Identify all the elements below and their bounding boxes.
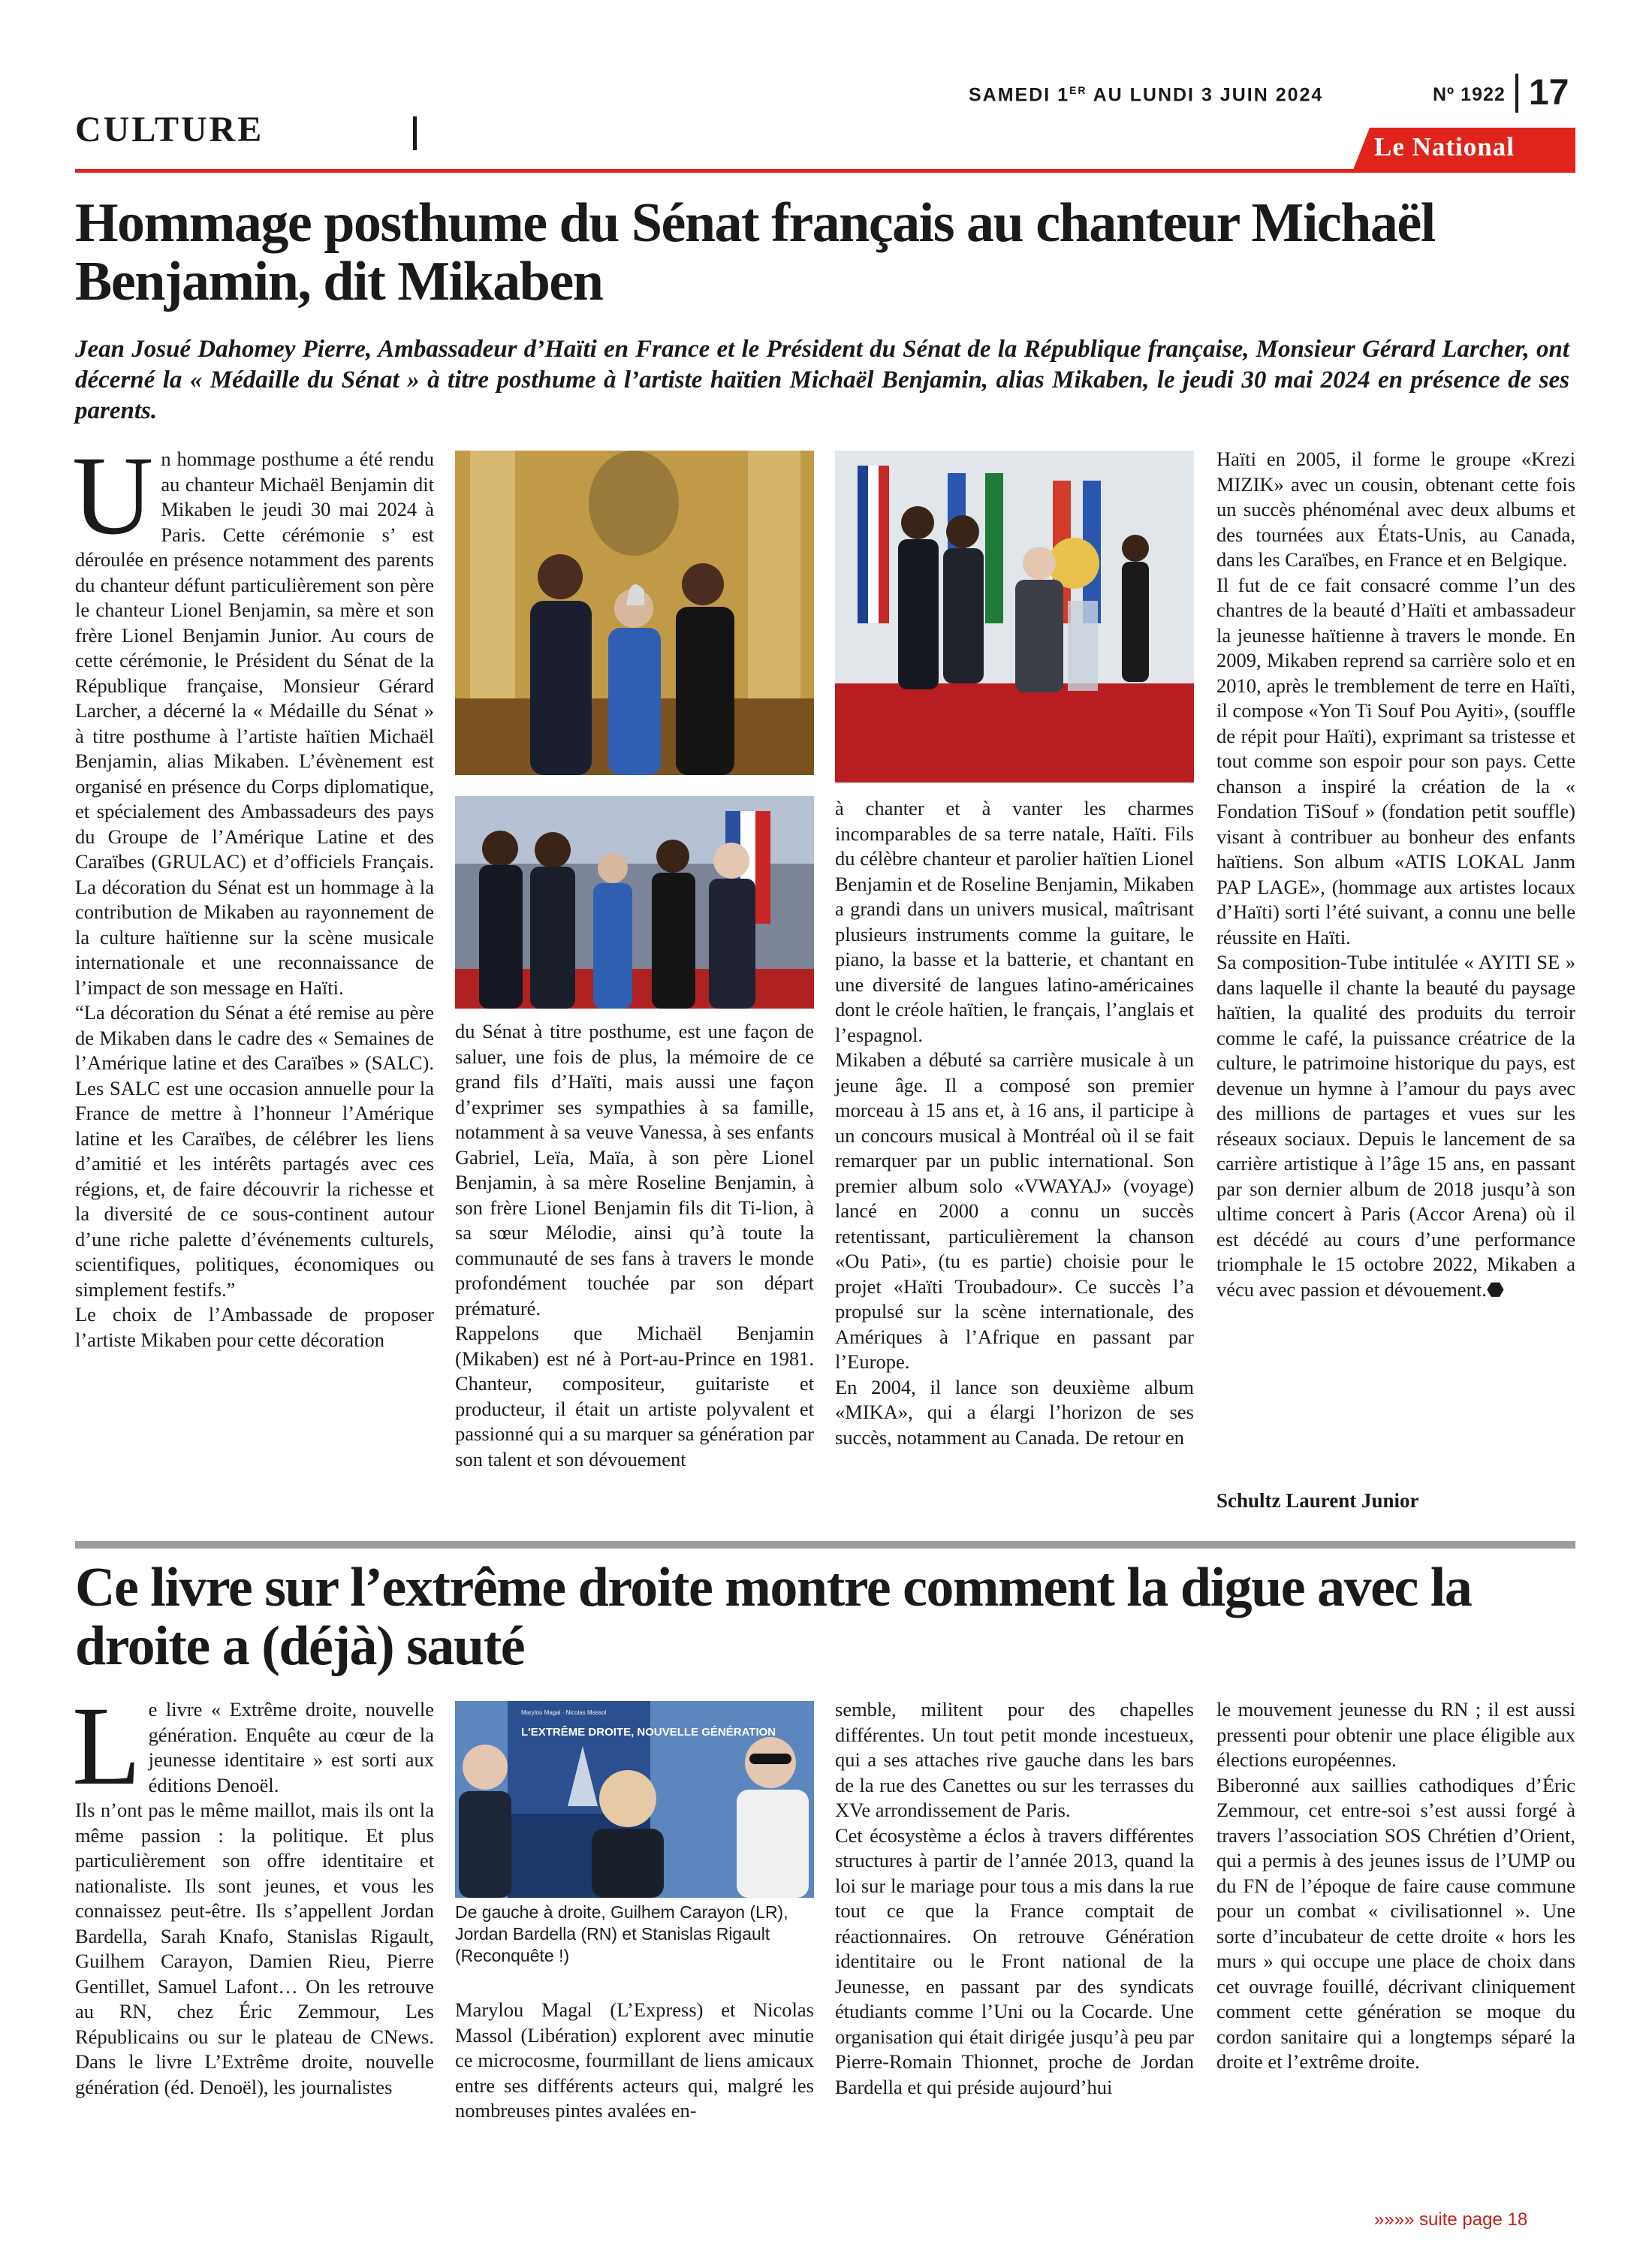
brand-name: Le National bbox=[1374, 132, 1515, 161]
paragraph: du Sénat à titre posthume, est une façon de saluer, une fois de plus, la mémoire de ce grand fils d’Haïti, mais aussi une façon d’exprimer ses sympathies à sa famille, notamment à sa veuve Vanessa, à ses enfants Gabriel, Leïa, Maïa, à son père Lionel Benjamin, à sa mère Roseline Benjamin, à son frère Lionel Benjamin fils dit Ti-lion, à sa sœur Mélodie, ainsi qu’à toute la communauté de ses fans à travers le monde profondément touchée par son départ prématuré. bbox=[455, 1020, 814, 1320]
header-rule bbox=[75, 169, 1575, 173]
book-cover-authors: Marylou Magal · Nicolas Massol bbox=[521, 1709, 607, 1716]
paragraph: Sa composition-Tube intitulée « AYITI SE » dans laquelle il chante la beauté du paysage haïtien, la qualité des produits du terroir comme le café, la puissance créatrice de la culture, le patrimoine historique du pays, est devenue un hymne à l’amour du pays avec des millions de partages et vues sur les réseaux sociaux. Depuis le lancement de sa carrière artistique à l’âge 15 ans, en passant par son dernier album de 2018 jusqu’à son ultime concert à Paris (Accor Arena) où il est décédé au cours d’une performance triomphale le 15 octobre 2022, Mikaben a vécu avec passion et dévouement.⬣ bbox=[1216, 951, 1575, 1301]
article1-column-2 bbox=[455, 1019, 814, 1472]
page-number-divider bbox=[1515, 74, 1518, 113]
section-divider bbox=[413, 116, 417, 150]
drop-cap: L bbox=[72, 1684, 141, 1808]
paragraph: En 2004, il lance son deuxième album «MIKA», qui a élargi l’horizon de ses succès, notamment au Canada. De retour en bbox=[835, 1375, 1194, 1449]
paragraph: Rappelons que Michaël Benjamin (Mikaben) est né à Port-au-Prince en 1981. Chanteur, compositeur, guitariste et producteur, il était un artiste polyvalent et passionné qui a su marquer sa génération par son talent et son dévouement bbox=[455, 1322, 814, 1470]
paragraph: “La décoration du Sénat a été remise au père de Mikaben dans le cadre des « Semaines de l’Amérique latine et des Caraïbes » (SALC). Les SALC est une occasion annuelle pour la France de mettre à l’honneur l’Amérique latine et les Caraïbes, de célébrer les liens d’amitié et les intérêts partagés avec ces régions, et, de faire découvrir la richesse et la diversité de ce sous-continent autour d’une riche palette d’événements culturels, scientifiques, politiques, économiques ou simplement festifs.” bbox=[75, 1001, 434, 1301]
paragraph: n hommage posthume a été rendu au chanteur Michaël Benjamin dit Mikaben le jeudi 30 mai 2024 à Paris. Cette cérémonie s’ est déroulée en présence notamment des parents du chanteur défunt particulièrement son père le chanteur Lionel Benjamin, sa mère et son frère Lionel Benjamin Junior. Au cours de cette cérémonie, le Président du Sénat de la République française, Monsieur Gérard Larcher, a décerné la « Médaille du Sénat » à titre posthume à l’artiste haïtien Michaël Benjamin, alias Mikaben. L’évènement est organisé en présence du Corps diplomatique, et spécialement des Ambassadeurs des pays du Groupe de l’Amérique Latine et des Caraïbes (GRULAC) et d’officiels Français. La décoration du Sénat est un hommage à la contribution de Mikaben au rayonnement de la culture haïtienne sur la scène musicale internationale et une reconnaissance de l’impact de son message en Haïti. bbox=[75, 448, 434, 999]
article1-headline: Hommage posthume du Sénat français au chanteur Michaël Benjamin, dit Mikaben bbox=[75, 192, 1435, 312]
section-title: CULTURE bbox=[75, 110, 264, 149]
article-separator bbox=[75, 1541, 1575, 1549]
article1-column-4 bbox=[1216, 447, 1575, 1302]
paragraph: Il fut de ce fait consacré comme l’un des chantres de la beauté d’Haïti et ambassadeur la jeunesse haïtienne à travers le monde. En 2009, Mikaben reprend sa carrière solo et en 2010, après le tremblement de terre en Haïti, il compose «Yon Ti Souf Pou Ayiti», (souffle de répit pour Haïti), exprimant sa tristesse et tout comme son espoir pour son pays. Cette chanson a inspiré la création de la « Fondation TiSouf » (fondation petit souffle) visant à contribuer au bonheur des enfants haïtiens. Son album «ATIS LOKAL Janm PAP LAGE», (hommage aux artistes locaux d’Haïti) sorti l’été suivant, a connu une belle réussite en Haïti. bbox=[1216, 573, 1575, 949]
paragraph: Cet écosystème a éclos à travers différentes structures à partir de l’année 2013, quand la loi sur le mariage pour tous a mis dans la rue tout ce que la France comptait de réactionnaires. On retrouve Génération identitaire ou le Front national de la Jeunesse, en passant par des syndicats étudiants comme l’Uni ou la Cocarde. Une organisation qui était dirigée jusqu’à peu par Pierre-Romain Thionnet, proche de Jordan Bardella et qui préside aujourd’hui bbox=[835, 1823, 1194, 2098]
article2-column-2 bbox=[455, 1998, 814, 2124]
drop-cap: U bbox=[72, 433, 154, 558]
photo-group-medal bbox=[455, 796, 814, 1009]
continuation-link[interactable]: »»»» suite page 18 bbox=[1374, 2209, 1528, 2230]
article1-column-3 bbox=[835, 796, 1194, 1450]
page-number: 17 bbox=[1529, 73, 1569, 113]
paragraph: à chanter et à vanter les charmes incomparables de sa terre natale, Haïti. Fils du célèbre chanteur et parolier haïtien Lionel Benjamin et de Roseline Benjamin, Mikaben a grandi dans un univers musical, maîtrisant plusieurs instruments comme la guitare, le piano, la basse et la batterie, et chantant en une diversité de langues latino-américaines dont le créole haïtien, le français, l’anglais et l’espagnol. bbox=[835, 797, 1194, 1046]
article2-column-4 bbox=[1216, 1697, 1575, 2075]
photo-book-cover-politicians bbox=[455, 1701, 814, 1898]
paragraph: Haïti en 2005, il forme le groupe «Krezi MIZIK» avec un cousin, obtenant cette fois un succès phénoménal avec deux albums et des tournées aux États-Unis, au Canada, dans les Caraïbes, en France et en Belgique. bbox=[1216, 448, 1575, 571]
paragraph: Le choix de l’Ambassade de proposer l’artiste Mikaben pour cette décoration bbox=[75, 1303, 434, 1351]
article1-byline: Schultz Laurent Junior bbox=[1216, 1489, 1419, 1512]
article2-headline: Ce livre sur l’extrême droite montre comment la digue avec la droite a (déjà) sauté bbox=[75, 1557, 1472, 1677]
book-cover-title: L'EXTRÊME DROITE, NOUVELLE GÉNÉRATION bbox=[521, 1726, 776, 1739]
paragraph: le mouvement jeunesse du RN ; il est aussi pressenti pour obtenir une place éligible aux élections européennes. bbox=[1216, 1698, 1575, 1771]
article2-column-3 bbox=[835, 1697, 1194, 2100]
paragraph: Ils n’ont pas le même maillot, mais ils ont la même passion : la politique. Et plus particulièrement son offre identitaire et nationaliste. Ils sont jeunes, et vous les connaissez peut-être. Ils s’appellent Jordan Bardella, Sarah Knafo, Stanislas Rigault, Guilhem Carayon, Damien Rieu, Pierre Gentillet, Samuel Lafont… On les retrouve au RN, chez Éric Zemmour, Les Républicains ou sur le plateau de CNews. Dans le livre L’Extrême droite, nouvelle génération (éd. Denoël), les journalistes bbox=[75, 1799, 434, 2098]
photo-caption: De gauche à droite, Guilhem Carayon (LR), Jordan Bardella (RN) et Stanislas Rigault (Reconquête !) bbox=[455, 1902, 788, 1965]
article2-column-1 bbox=[72, 1684, 434, 2100]
end-mark-icon: ⬣ bbox=[1486, 1277, 1504, 1301]
paragraph: Mikaben a débuté sa carrière musicale à un jeune âge. Il a composé son premier morceau à 15 ans et, à 16 ans, il participe à un concours musical à Montréal où il se fait remarquer par un public international. Son premier album solo «VWAYAJ» (voyage) lancé en 2000 a connu un succès retentissant, particulièrement la chanson «Ou Pati», (tu es partie) choisie pour le projet «Haïti Troubadour». Ce succès l’a propulsé sur la scène internationale, des Amériques à l’Afrique en passant par l’Europe. bbox=[835, 1048, 1194, 1373]
paragraph: e livre « Extrême droite, nouvelle génération. Enquête au cœur de la jeunesse identitaire » est sorti aux éditions Denoël. bbox=[148, 1698, 434, 1796]
paragraph: Marylou Magal (L’Express) et Nicolas Massol (Libération) explorent avec minutie ce microcosme, fourmillant de liens amicaux entre ses différents acteurs qui, malgré les nombreuses pintes avalées en- bbox=[455, 1998, 814, 2122]
issue-date: SAMEDI 1ER AU LUNDI 3 JUIN 2024 bbox=[969, 84, 1324, 106]
article1-column-1 bbox=[72, 433, 434, 1353]
photo-podium-flags bbox=[835, 451, 1194, 783]
article1-deck: Jean Josué Dahomey Pierre, Ambassadeur d’Haïti en France et le Président du Sénat de la République française, Monsieur Gérard Larcher, ont décerné la « Médaille du Sénat » à titre posthume à l’artiste haïtien Michaël Benjamin, alias Mikaben, le jeudi 30 mai 2024 en présence de ses parents. bbox=[75, 336, 1569, 424]
photo-ceremony-salon bbox=[455, 451, 814, 775]
issue-number: Nº 1922 bbox=[1433, 84, 1506, 105]
paragraph: Biberonné aux saillies cathodiques d’Éric Zemmour, cet entre-soi s’est aussi forgé à travers l’association SOS Chrétien d’Orient, qui a permis à des jeunes issus de l’UMP ou du FN de l’époque de faire cause commune pour un combat « civilisationnel ». Une sorte d’incubateur de cette droite « hors les murs » qui occupe une place de choix dans cet ouvrage fouillé, décrivant cliniquement comment cette génération se moque du cordon sanitaire qui a longtemps séparé la droite et l’extrême droite. bbox=[1216, 1773, 1575, 2073]
paragraph: semble, militent pour des chapelles différentes. Un tout petit monde incestueux, qui a ses attaches rive gauche dans les bars de la rue des Canettes ou sur les terrasses du XVe arrondissement de Paris. bbox=[835, 1698, 1194, 1821]
